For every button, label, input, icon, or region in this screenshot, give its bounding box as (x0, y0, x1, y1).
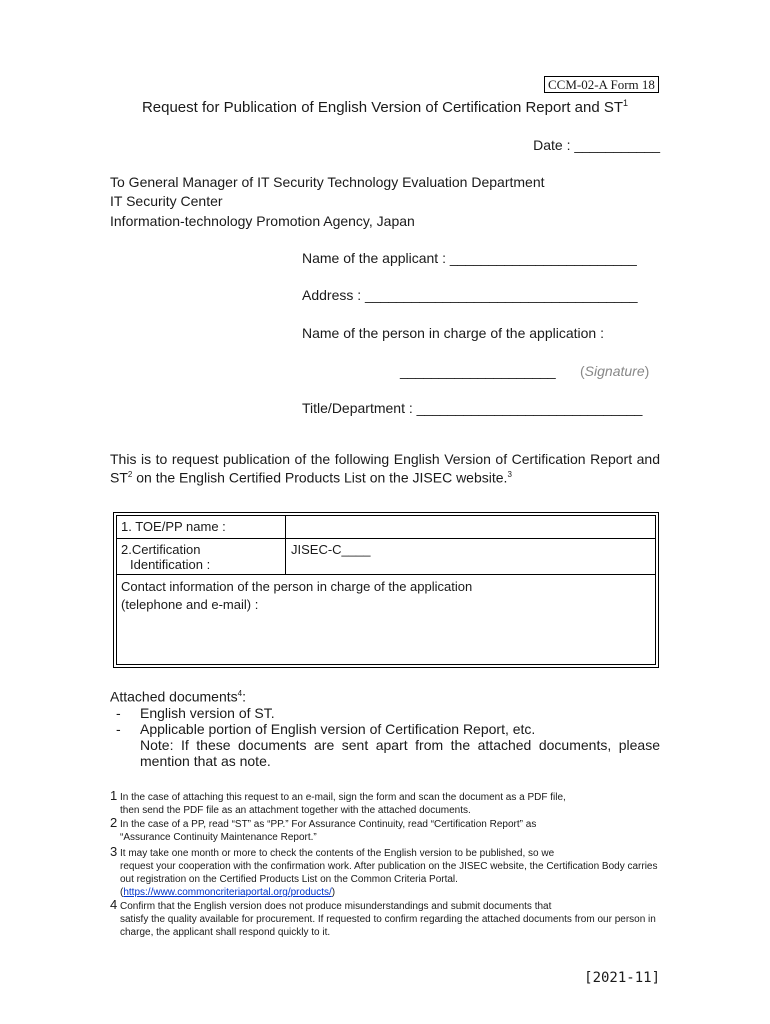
footnote-1-rest: then send the PDF file as an attachment together with the attached documents. (120, 805, 471, 816)
title-footnote-ref: 1 (623, 98, 629, 108)
footnote-2-rest: “Assurance Continuity Maintenance Report.” (120, 832, 317, 843)
footnote-4 (110, 898, 660, 939)
page-title (0, 98, 770, 116)
request-footnote-ref-3: 3 (507, 470, 512, 479)
footnote-2-line1: In the case of a PP, read “ST” as “PP.” For Assurance Continuity, read “Certification Report” as (120, 819, 537, 830)
certification-id-label (121, 542, 210, 572)
date-field[interactable]: Date : ___________ (533, 137, 660, 153)
signature-hint: (Signature) (580, 363, 650, 379)
attached-heading-text: Attached documents (110, 688, 238, 705)
title-text: Request for Publication of English Version of Certification Report and ST (141, 99, 624, 116)
recipient-line-1: To General Manager of IT Security Technology Evaluation Department (110, 174, 545, 190)
signature-field[interactable]: ____________________ (400, 363, 556, 379)
footnote-3-link-open: ( (120, 887, 124, 898)
footnote-1-line1: In the case of attaching this request to an e-mail, sign the form and scan the document as a PDF file, (120, 792, 566, 803)
recipient-line-2: IT Security Center (110, 193, 223, 209)
footnote-1-number: 1 (110, 788, 118, 803)
footnote-3-rest: request your cooperation with the confirmation work. After publication on the JISEC website, the Certification Body carries out registration on the Certified Products List on the Common Criteria Portal. (120, 861, 658, 885)
contact-info-field[interactable] (121, 579, 651, 663)
footnote-1 (110, 789, 660, 817)
attached-item-1: - English version of ST. (116, 704, 275, 721)
info-table (113, 512, 659, 668)
toe-pp-name-input[interactable] (291, 519, 651, 535)
footnote-4-number: 4 (110, 897, 118, 912)
footnote-3-link-close: ) (331, 887, 336, 898)
request-footnote-ref-2: 2 (127, 470, 133, 479)
recipient-line-3: Information-technology Promotion Agency, Japan (110, 213, 415, 229)
footnote-3 (110, 845, 660, 899)
request-paragraph (110, 451, 660, 486)
attached-colon: : (242, 688, 246, 705)
attached-note: Note: If these documents are sent apart from the attached documents, please mention that as note. (140, 736, 660, 769)
request-text-2: on the English Certified Products List on the JISEC website. (132, 469, 508, 486)
contact-info-label-2: (telephone and e-mail) : (121, 597, 259, 612)
footnote-4-line1: Confirm that the English version does not produce misunderstandings and submit documents that (120, 901, 552, 912)
footnote-2-number: 2 (110, 815, 118, 830)
form-code: CCM-02-A Form 18 (544, 76, 659, 93)
title-department-field[interactable]: Title/Department : _____________________________ (302, 400, 643, 416)
attached-item-1-text: English version of ST. (140, 704, 275, 721)
attached-documents (110, 686, 660, 769)
certification-id-label-2: Identification : (130, 557, 211, 572)
attached-footnote-ref: 4 (237, 689, 243, 698)
attached-item-2-text: Applicable portion of English version of Certification Report, etc. (140, 720, 536, 737)
footnote-2 (110, 816, 660, 844)
certification-id-label-1: 2.Certification (121, 542, 201, 557)
attached-heading (110, 686, 660, 705)
footnote-3-line1: It may take one month or more to check the contents of the English version to be published, so we (120, 848, 555, 859)
certification-id-input[interactable]: JISEC-C____ (291, 542, 371, 557)
table-col-divider (285, 516, 286, 574)
footnote-4-rest: satisfy the quality available for procurement. If requested to confirm regarding the attached documents from our person in charge, the applicant shall respond quickly to it. (120, 914, 656, 938)
table-divider-1 (117, 538, 655, 539)
toe-pp-label: 1. TOE/PP name : (121, 519, 226, 534)
address-field[interactable]: Address : ___________________________________ (302, 287, 638, 303)
attached-item-2: - Applicable portion of English version of Certification Report, etc. (116, 720, 536, 737)
revision-label: [2021-11] (584, 970, 660, 986)
contact-info-label-1: Contact information of the person in charge of the application (121, 579, 473, 594)
request-text-1: This is to request publication of the following English Version of Certification Report and ST (110, 451, 660, 486)
footnote-3-number: 3 (110, 844, 118, 859)
table-divider-2 (117, 574, 655, 575)
person-in-charge-label: Name of the person in charge of the application : (302, 325, 604, 341)
signature-hint-text: Signature (584, 363, 645, 379)
common-criteria-portal-link[interactable]: https://www.commoncriteriaportal.org/products/ (123, 887, 332, 898)
applicant-name-field[interactable]: Name of the applicant : ________________________ (302, 250, 637, 266)
info-table-inner (116, 515, 656, 665)
